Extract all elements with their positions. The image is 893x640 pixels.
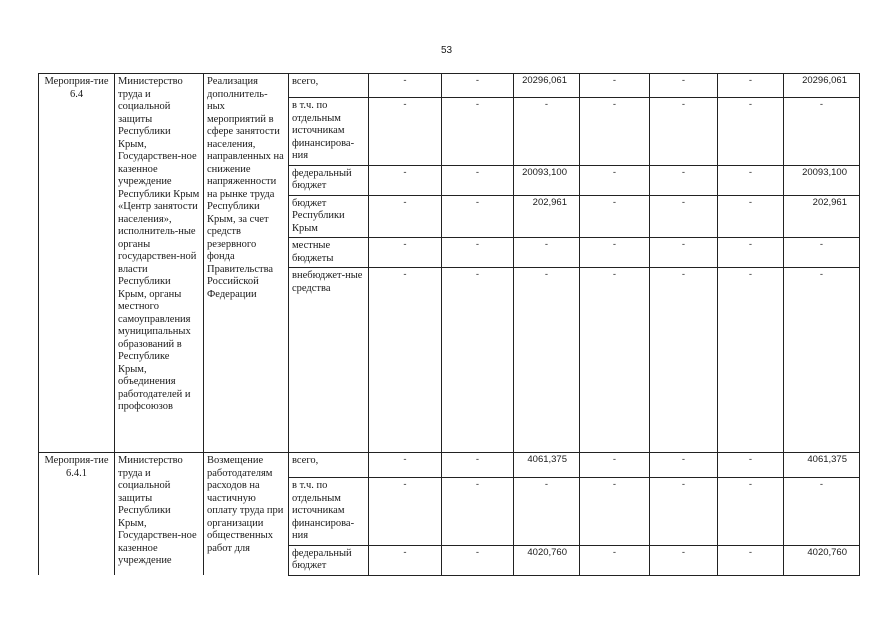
source-label: федеральный бюджет <box>289 545 369 575</box>
value-cell: 20296,061 <box>784 74 860 98</box>
table-row <box>39 453 860 478</box>
value-cell: - <box>580 268 650 453</box>
value-cell: - <box>442 195 514 238</box>
source-label: местные бюджеты <box>289 238 369 268</box>
value-cell: - <box>784 98 860 166</box>
value-cell: - <box>650 268 718 453</box>
value-cell: - <box>442 98 514 166</box>
source-label: внебюджет-ные средства <box>289 268 369 453</box>
value-cell: - <box>718 478 784 546</box>
value-cell: - <box>718 98 784 166</box>
value-cell: - <box>580 165 650 195</box>
value-cell: 202,961 <box>784 195 860 238</box>
page-number: 53 <box>440 45 453 56</box>
value-cell: - <box>369 165 442 195</box>
value-cell: - <box>718 545 784 575</box>
description-cell: Реализация дополнитель-ных мероприятий в сфере занятости населения, направленных на снижение напряженности на рынке труда Республики Крым, за счет средств резервного фонда Правительства Российской Федерации <box>204 74 289 453</box>
value-cell: - <box>784 268 860 453</box>
value-cell: - <box>718 238 784 268</box>
value-cell: - <box>442 165 514 195</box>
value-cell: - <box>580 74 650 98</box>
value-cell: - <box>718 268 784 453</box>
responsible-cell: Министерство труда и социальной защиты Республики Крым, Государствен-ное казенное учреждение <box>115 453 204 576</box>
value-cell: - <box>650 98 718 166</box>
description-cell: Возмещение работодателям расходов на частичную оплату труда при организации общественных работ для <box>204 453 289 576</box>
value-cell: 4020,760 <box>514 545 580 575</box>
value-cell: - <box>580 545 650 575</box>
source-label: бюджет Республики Крым <box>289 195 369 238</box>
value-cell: - <box>580 478 650 546</box>
value-cell: - <box>718 453 784 478</box>
source-label: в т.ч. по отдельным источникам финансирова-ния <box>289 98 369 166</box>
funding-table <box>38 73 860 576</box>
value-cell: - <box>369 545 442 575</box>
value-cell: - <box>718 74 784 98</box>
value-cell: - <box>369 268 442 453</box>
value-cell: - <box>442 268 514 453</box>
value-cell: - <box>650 74 718 98</box>
value-cell: - <box>580 98 650 166</box>
value-cell: 20093,100 <box>514 165 580 195</box>
value-cell: 202,961 <box>514 195 580 238</box>
value-cell: - <box>514 98 580 166</box>
value-cell: - <box>650 545 718 575</box>
value-cell: - <box>442 545 514 575</box>
responsible-cell: Министерство труда и социальной защиты Республики Крым, Государствен-ное казенное учреждение Республики Крым «Центр занятости населения», исполнитель-ные органы государствен-ной власти Республики Крым, органы местного самоуправления муниципальных образований в Республике Крым, объединения работодателей и профсоюзов <box>115 74 204 453</box>
value-cell: 20093,100 <box>784 165 860 195</box>
value-cell: - <box>784 478 860 546</box>
activity-code-cell: Мероприя-тие 6.4 <box>39 74 115 453</box>
value-cell: - <box>514 238 580 268</box>
value-cell: - <box>442 478 514 546</box>
value-cell: - <box>650 478 718 546</box>
activity-code-cell: Мероприя-тие 6.4.1 <box>39 453 115 576</box>
source-label: федеральный бюджет <box>289 165 369 195</box>
value-cell: - <box>514 268 580 453</box>
value-cell: - <box>514 478 580 546</box>
value-cell: - <box>442 74 514 98</box>
source-label: всего, <box>289 453 369 478</box>
value-cell: - <box>650 195 718 238</box>
value-cell: 20296,061 <box>514 74 580 98</box>
value-cell: - <box>580 195 650 238</box>
value-cell: - <box>650 165 718 195</box>
value-cell: - <box>718 195 784 238</box>
value-cell: - <box>784 238 860 268</box>
value-cell: - <box>369 238 442 268</box>
value-cell: - <box>718 165 784 195</box>
value-cell: - <box>442 238 514 268</box>
value-cell: 4061,375 <box>514 453 580 478</box>
value-cell: 4061,375 <box>784 453 860 478</box>
value-cell: - <box>369 478 442 546</box>
value-cell: - <box>580 238 650 268</box>
source-label: в т.ч. по отдельным источникам финансирова-ния <box>289 478 369 546</box>
value-cell: - <box>580 453 650 478</box>
value-cell: - <box>369 453 442 478</box>
value-cell: 4020,760 <box>784 545 860 575</box>
value-cell: - <box>369 195 442 238</box>
value-cell: - <box>650 453 718 478</box>
value-cell: - <box>369 98 442 166</box>
value-cell: - <box>369 74 442 98</box>
value-cell: - <box>650 238 718 268</box>
source-label: всего, <box>289 74 369 98</box>
value-cell: - <box>442 453 514 478</box>
table-row <box>39 74 860 98</box>
